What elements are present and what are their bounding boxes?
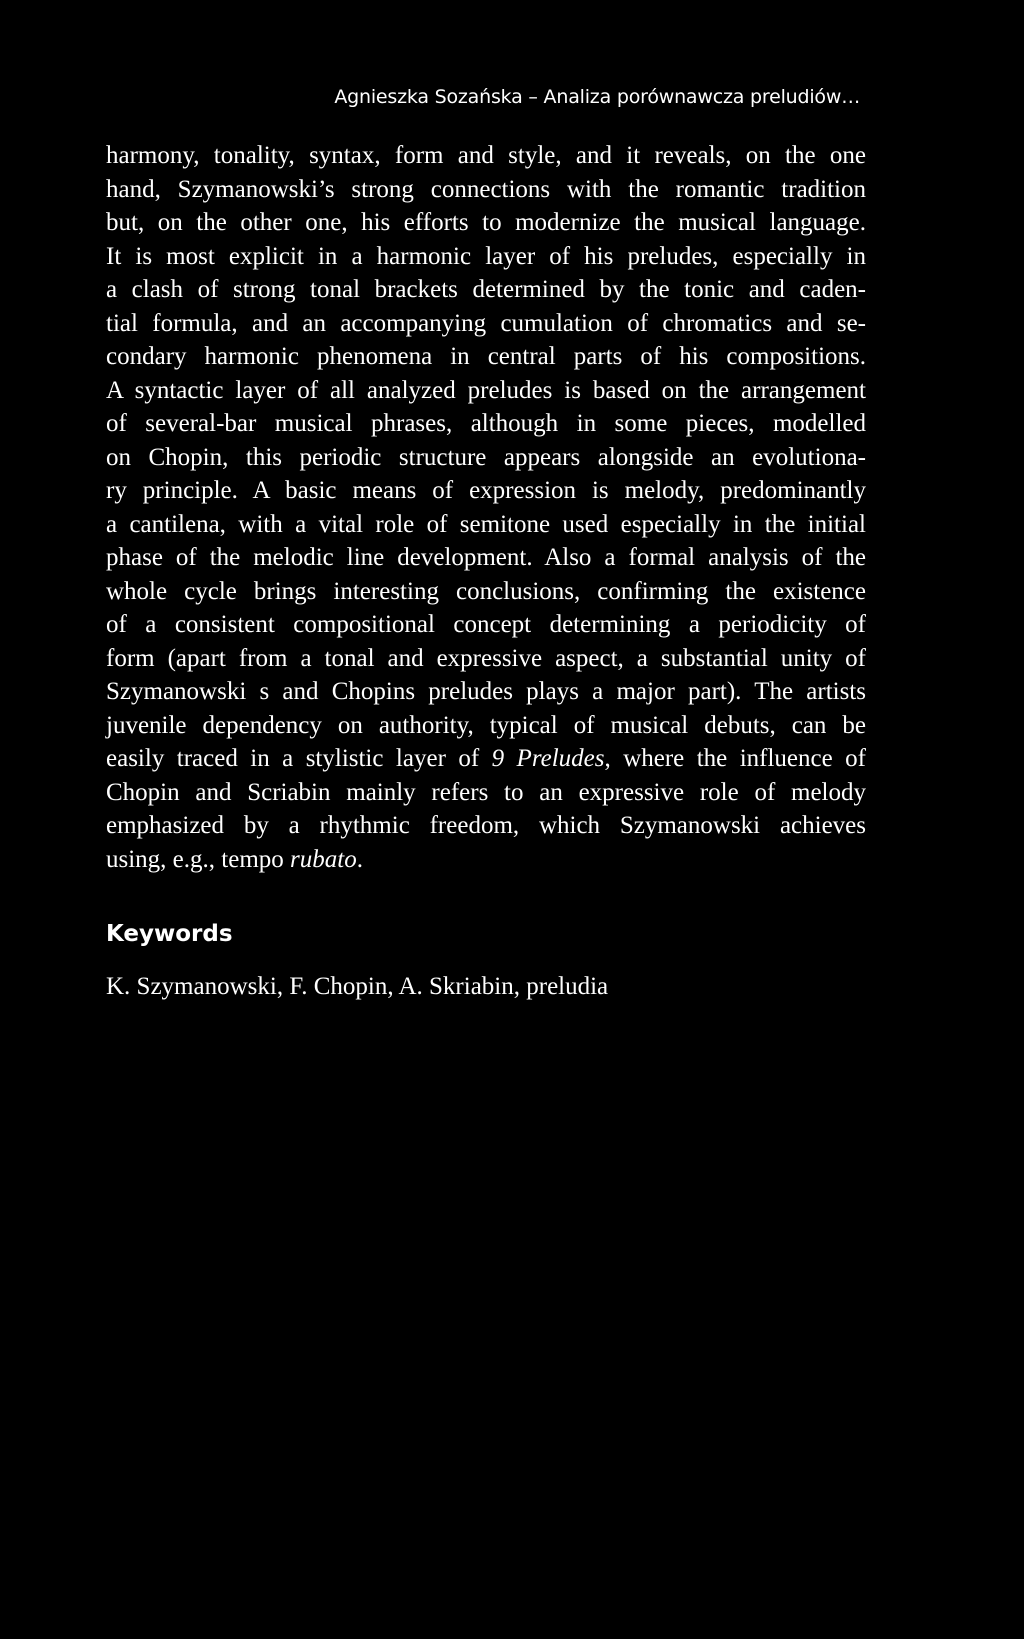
- keywords-heading: Keywords: [106, 921, 233, 947]
- abstract-line: whole cycle brings interesting conclusions, confirming the existence: [106, 577, 866, 605]
- abstract-line: Chopin and Scriabin mainly refers to an expressive role of melody: [106, 778, 866, 806]
- abstract-line: of a consistent compositional concept determining a periodicity of: [106, 611, 866, 638]
- abstract-line: phase of the melodic line development. Also a formal analysis of the: [106, 544, 866, 571]
- abstract-line: condary harmonic phenomena in central parts of his compositions.: [106, 343, 866, 370]
- abstract-line: tial formula, and an accompanying cumulation of chromatics and se-: [106, 309, 866, 337]
- running-head: Agnieszka Sozańska – Analiza porównawcza preludiów…: [334, 86, 860, 108]
- abstract-line: A syntactic layer of all analyzed preludes is based on the arrangement: [106, 376, 866, 404]
- abstract-line: a clash of strong tonal brackets determined by the tonic and caden-: [106, 276, 866, 303]
- abstract-line: but, on the other one, his efforts to modernize the musical language.: [106, 209, 866, 236]
- abstract-line: Szymanowski s and Chopins preludes plays a major part). The artists: [106, 678, 866, 705]
- abstract-line: a cantilena, with a vital role of semitone used especially in the initial: [106, 510, 866, 538]
- abstract-line: ry principle. A basic means of expression is melody, predominantly: [106, 477, 866, 504]
- abstract-last-line: [106, 843, 866, 877]
- abstract-body: [106, 139, 866, 876]
- abstract-line: harmony, tonality, syntax, form and style, and it reveals, on the one: [106, 142, 866, 169]
- abstract-line: of several-bar musical phrases, although in some pieces, modelled: [106, 410, 866, 437]
- line-text: easily traced in a stylistic layer of: [106, 745, 492, 772]
- abstract-line: on Chopin, this periodic structure appears alongside an evolutiona-: [106, 443, 866, 471]
- abstract-line: form (apart from a tonal and expressive aspect, a substantial unity of: [106, 644, 866, 672]
- line-text: .: [356, 845, 363, 873]
- abstract-line: juvenile dependency on authority, typical of musical debuts, can be: [106, 711, 866, 739]
- line-text: using, e.g., tempo: [106, 845, 291, 873]
- abstract-line: emphasized by a rhythmic freedom, which Szymanowski achieves: [106, 812, 866, 839]
- keywords-list: K. Szymanowski, F. Chopin, A. Skriabin, preludia: [106, 973, 609, 1000]
- abstract-line: hand, Szymanowski’s strong connections with the romantic tradition: [106, 175, 866, 203]
- abstract-line: It is most explicit in a harmonic layer of his preludes, especially in: [106, 242, 866, 270]
- work-title: 9 Preludes: [491, 745, 605, 772]
- tempo-term: rubato: [290, 845, 357, 873]
- abstract-line-with-title: [106, 742, 866, 776]
- line-text: , where the influence of: [604, 745, 866, 772]
